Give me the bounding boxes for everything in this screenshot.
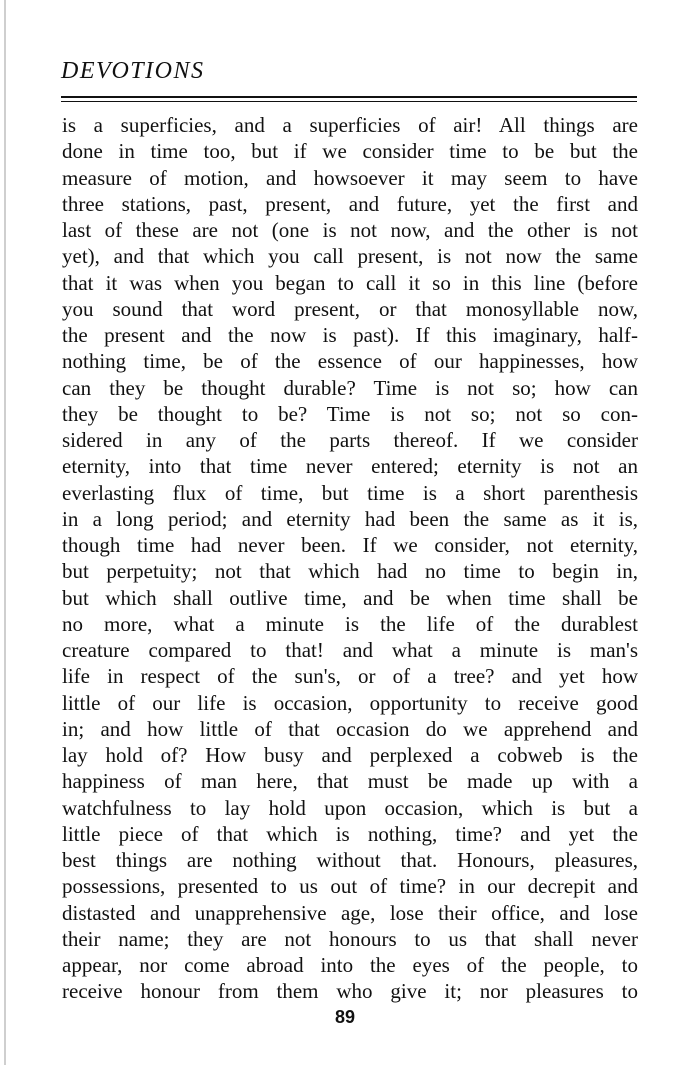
text-line-26: happiness of man here, that must be made up with a <box>62 769 638 794</box>
text-line-14: eternity, into that time never entered; eternity is not an <box>62 454 638 479</box>
text-line-11: can they be thought durable? Time is not so; how can <box>62 375 638 400</box>
text-line-29: best things are nothing without that. Honours, pleasures, <box>62 848 638 872</box>
text-line-25: lay hold of? How busy and perplexed a cobweb is the <box>62 743 638 767</box>
text-line-21: creature compared to that! and what a minute is man's <box>62 638 638 662</box>
text-line-6: yet), and that which you call present, is not now the same <box>62 244 638 269</box>
text-line-23: little of our life is occasion, opportunity to receive good <box>62 690 638 715</box>
text-line-31: distasted and unapprehensive age, lose their office, and lose <box>62 900 638 925</box>
body-text <box>62 112 638 1005</box>
running-head: DEVOTIONS <box>61 58 205 84</box>
text-line-22: life in respect of the sun's, or of a tree? and yet how <box>62 664 638 689</box>
text-line-16: in a long period; and eternity had been the same as it is, <box>62 506 638 531</box>
text-line-18: but perpetuity; not that which had no time to begin in, <box>62 559 638 584</box>
text-line-15: everlasting flux of time, but time is a short parenthesis <box>62 480 638 505</box>
text-line-32: their name; they are not honours to us that shall never <box>62 926 638 951</box>
page-number: 89 <box>334 1007 356 1027</box>
text-line-30: possessions, presented to us out of time? in our decrepit and <box>62 874 638 899</box>
header-rule-top <box>61 96 637 98</box>
text-line-5: last of these are not (one is not now, and the other is not <box>62 218 638 242</box>
text-line-9: the present and the now is past). If this imaginary, half- <box>62 323 638 347</box>
text-line-24: in; and how little of that occasion do we apprehend and <box>62 716 638 741</box>
text-line-34: receive honour from them who give it; nor pleasures to <box>62 979 638 1004</box>
text-line-10: nothing time, be of the essence of our happinesses, how <box>62 349 638 374</box>
header-rule-bottom <box>61 101 637 102</box>
text-line-3: measure of motion, and howsoever it may seem to have <box>62 165 638 190</box>
text-line-2: done in time too, but if we consider time to be but the <box>62 139 638 164</box>
text-line-12: they be thought to be? Time is not so; not so con- <box>62 401 638 426</box>
text-line-4: three stations, past, present, and future, yet the first and <box>62 191 638 216</box>
text-line-7: that it was when you began to call it so in this line (before <box>62 270 638 295</box>
text-line-1: is a superficies, and a superficies of air! All things are <box>62 113 638 137</box>
text-line-19: but which shall outlive time, and be when time shall be <box>62 585 638 610</box>
text-line-27: watchfulness to lay hold upon occasion, which is but a <box>62 795 638 820</box>
text-line-20: no more, what a minute is the life of the durablest <box>62 611 638 636</box>
text-line-33: appear, nor come abroad into the eyes of the people, to <box>62 953 638 977</box>
text-line-13: sidered in any of the parts thereof. If we consider <box>62 428 638 452</box>
text-line-28: little piece of that which is nothing, time? and yet the <box>62 821 638 846</box>
text-line-8: you sound that word present, or that monosyllable now, <box>62 296 638 321</box>
text-line-17: though time had never been. If we consider, not eternity, <box>62 533 638 557</box>
page-edge <box>4 0 6 1065</box>
